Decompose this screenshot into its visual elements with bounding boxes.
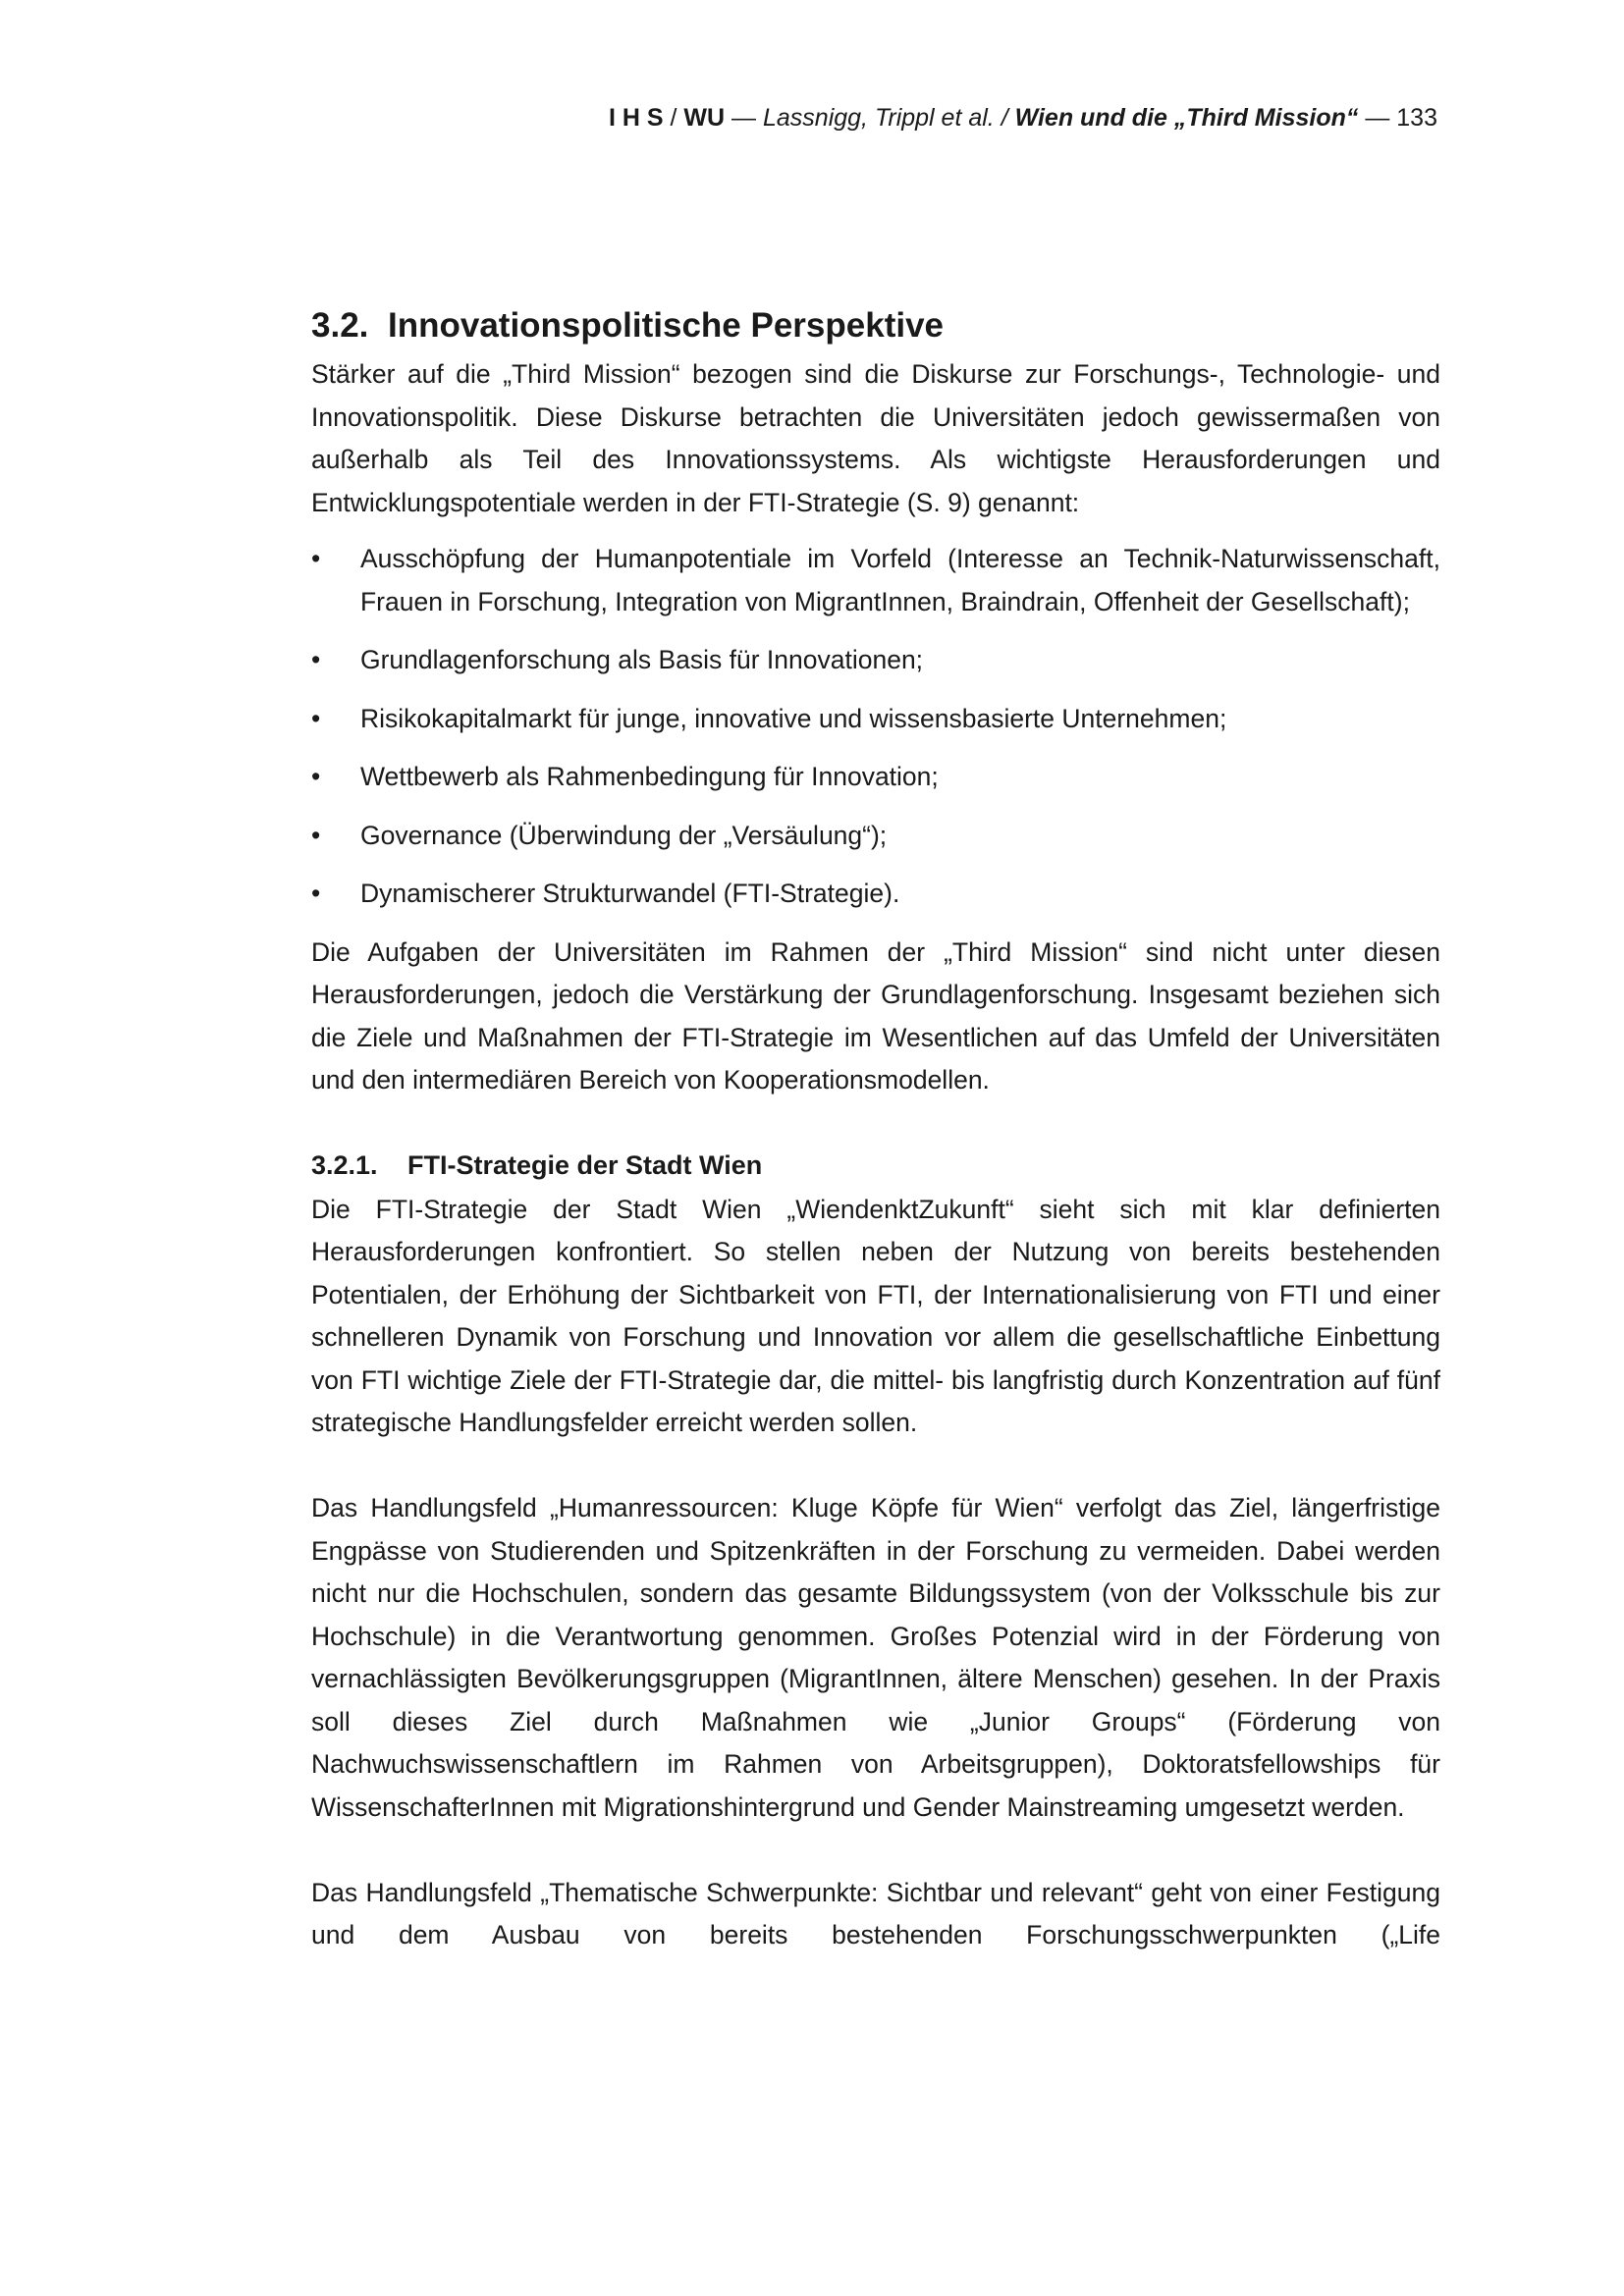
subsection-paragraph: Das Handlungsfeld „Thematische Schwerpunkte: Sichtbar und relevant“ geht von einer Festigung und dem Ausbau von bereits bestehenden Forschungsschwerpunkten („Life xyxy=(311,1877,1440,1949)
bullet-icon: • xyxy=(311,762,321,791)
subsection-number: 3.2.1. xyxy=(311,1149,378,1180)
list-item-text: Wettbewerb als Rahmenbedingung für Innovation; xyxy=(360,762,939,791)
list-item xyxy=(311,873,1440,916)
header-dash: — xyxy=(725,104,763,132)
subsection-heading xyxy=(311,1146,1440,1185)
subsection-paragraph: Die FTI-Strategie der Stadt Wien „WiendenktZukunft“ sieht sich mit klar definierten Herausforderungen konfrontiert. So stellen neben der Nutzung von bereits bestehenden Potentialen, der Erhöhung der Sichtbarkeit von FTI, der Internationalisierung von FTI und einer schnelleren Dynamik von Forschung und Innovation vor allem die gesellschaftliche Einbettung von FTI wichtige Ziele der FTI-Strategie dar, die mittel- bis langfristig durch Konzentration auf fünf strategische Handlungsfelder erreicht werden sollen. xyxy=(311,1194,1440,1437)
section-intro-paragraph: Stärker auf die „Third Mission“ bezogen sind die Diskurse zur Forschungs-, Technologie- und Innovationspolitik. Diese Diskurse betrachten die Universitäten jedoch gewissermaßen von außerhalb als Teil des Innovationssystems. Als wichtigste Herausforderungen und Entwicklungspotentiale werden in der FTI-Strategie (S. 9) genannt: xyxy=(311,359,1440,517)
list-item-text: Risikokapitalmarkt für junge, innovative und wissensbasierte Unternehmen; xyxy=(360,703,1227,733)
header-title: Wien und die „Third Mission“ xyxy=(1014,104,1359,132)
header-dash-2: — xyxy=(1358,104,1397,132)
bullet-icon: • xyxy=(311,645,321,674)
bullet-icon: • xyxy=(311,544,321,573)
list-item xyxy=(311,815,1440,858)
subsection-title: FTI-Strategie der Stadt Wien xyxy=(407,1149,763,1180)
list-item-text: Ausschöpfung der Humanpotentiale im Vorfeld (Interesse an Technik-Naturwissenschaft, Frauen in Forschung, Integration von MigrantInnen, Braindrain, Offenheit der Gesellschaft); xyxy=(360,544,1440,616)
header-separator: / xyxy=(663,104,684,132)
list-item xyxy=(311,756,1440,799)
challenges-list xyxy=(311,538,1440,916)
header-org: I H S xyxy=(609,104,664,132)
section-outro-paragraph: Die Aufgaben der Universitäten im Rahmen der „Third Mission“ sind nicht unter diesen Herausforderungen, jedoch die Verstärkung der Grundlagenforschung. Insgesamt beziehen sich die Ziele und Maßnahmen der FTI-Strategie im Wesentlichen auf das Umfeld der Universitäten und den intermediären Bereich von Kooperationsmodellen. xyxy=(311,936,1440,1095)
list-item xyxy=(311,698,1440,741)
bullet-icon: • xyxy=(311,703,321,733)
list-item-text: Governance (Überwindung der „Versäulung“); xyxy=(360,820,888,850)
subsection-paragraph: Das Handlungsfeld „Humanressourcen: Kluge Köpfe für Wien“ verfolgt das Ziel, längerfristige Engpässe von Studierenden und Spitzenkräften in der Forschung zu vermeiden. Dabei werden nicht nur die Hochschulen, sondern das gesamte Bildungssystem (von der Volksschule bis zur Hochschule) in die Verantwortung genommen. Großes Potenzial wird in der Förderung von vernachlässigten Bevölkerungsgruppen (MigrantInnen, ältere Menschen) gesehen. In der Praxis soll dieses Ziel durch Maßnahmen wie „Junior Groups“ (Förderung von Nachwuchswissenschaftlern im Rahmen von Arbeitsgruppen), Doktoratsfellowships für WissenschafterInnen mit Migrationshintergrund und Gender Mainstreaming umgesetzt werden. xyxy=(311,1493,1440,1822)
list-item-text: Grundlagenforschung als Basis für Innovationen; xyxy=(360,645,924,674)
page-number: 133 xyxy=(1396,104,1437,132)
running-header xyxy=(609,102,1437,133)
header-authors: Lassnigg, Trippl et al. / xyxy=(762,104,1015,132)
list-item xyxy=(311,639,1440,682)
section-number: 3.2. xyxy=(311,306,369,345)
document-body xyxy=(311,300,1440,1957)
list-item-text: Dynamischerer Strukturwandel (FTI-Strategie). xyxy=(360,879,900,908)
section-heading xyxy=(311,300,1440,351)
list-item xyxy=(311,538,1440,623)
bullet-icon: • xyxy=(311,820,321,850)
bullet-icon: • xyxy=(311,879,321,908)
header-org2: WU xyxy=(683,104,726,132)
section-title: Innovationspolitische Perspektive xyxy=(388,306,944,345)
